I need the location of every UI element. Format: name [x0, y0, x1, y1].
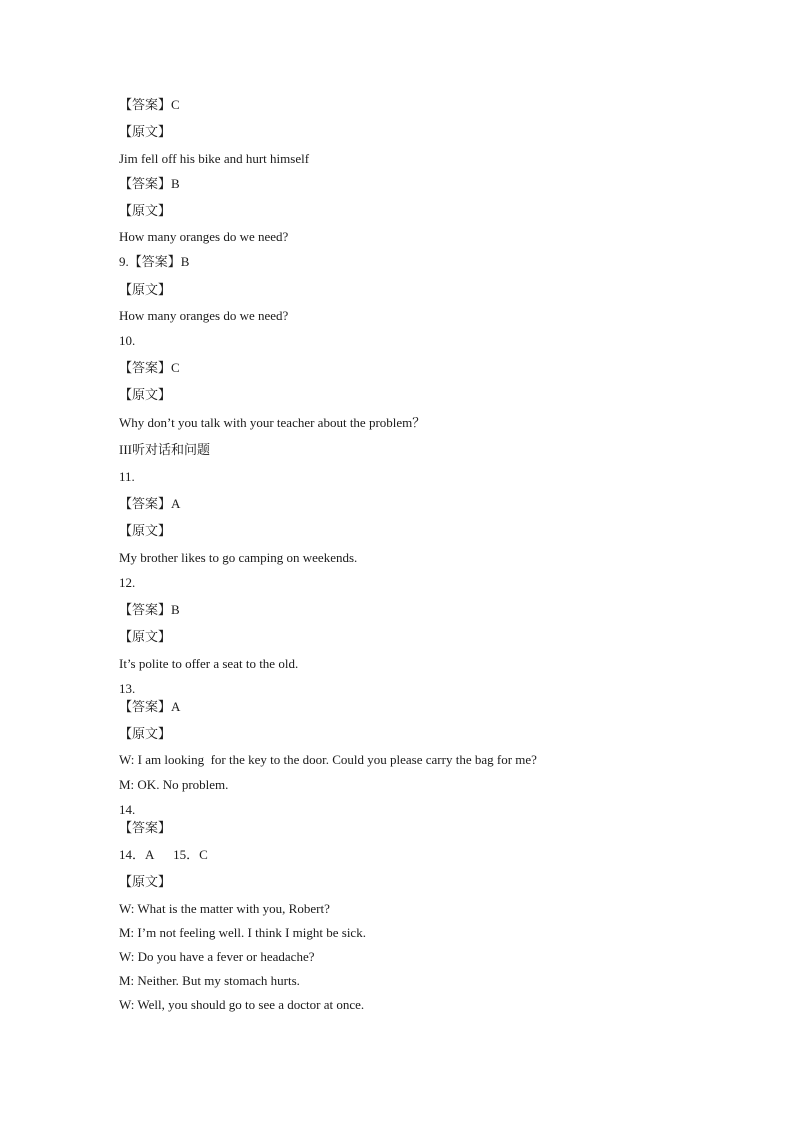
answer-label: 【答案】A — [119, 496, 181, 511]
question-number: 13. — [119, 681, 136, 696]
question-number: 14. — [119, 802, 136, 817]
dialogue-line: W: What is the matter with you, Robert? — [119, 901, 330, 916]
source-text-label: 【原文】 — [119, 726, 172, 741]
source-text-label: 【原文】 — [119, 629, 172, 644]
source-text-label: 【原文】 — [119, 874, 172, 889]
dialogue-line: M: I’m not feeling well. I think I might be sick. — [119, 925, 366, 940]
question-number: 11. — [119, 469, 135, 484]
source-text: Why don’t you talk with your teacher about the problem？ — [119, 415, 426, 430]
answer-label: 【答案】B — [119, 176, 180, 191]
question-number: 12. — [119, 575, 136, 590]
source-text-label: 【原文】 — [119, 124, 172, 139]
source-text-label: 【原文】 — [119, 523, 172, 538]
answer-label: 【答案】 — [119, 820, 172, 835]
dialogue-line: M: OK. No problem. — [119, 777, 229, 792]
answer-label: 【答案】C — [119, 360, 180, 375]
question-number: 10. — [119, 333, 136, 348]
source-text: How many oranges do we need? — [119, 308, 289, 323]
answer-label: 【答案】C — [119, 97, 180, 112]
source-text: My brother likes to go camping on weekends. — [119, 550, 358, 565]
source-text: It’s polite to offer a seat to the old. — [119, 656, 299, 671]
answer-list: 14．A 15．C — [119, 847, 208, 862]
source-text: How many oranges do we need? — [119, 229, 289, 244]
source-text-label: 【原文】 — [119, 387, 172, 402]
answer-label: 【答案】A — [119, 699, 181, 714]
answer-label: 【答案】B — [119, 602, 180, 617]
source-text-label: 【原文】 — [119, 282, 172, 297]
source-text: Jim fell off his bike and hurt himself — [119, 151, 310, 166]
section-heading: III听对话和问题 — [119, 442, 210, 457]
dialogue-line: W: Well, you should go to see a doctor at once. — [119, 997, 365, 1012]
question-answer-label: 9.【答案】B — [119, 254, 190, 269]
dialogue-line: W: Do you have a fever or headache? — [119, 949, 315, 964]
source-text-label: 【原文】 — [119, 203, 172, 218]
dialogue-line: M: Neither. But my stomach hurts. — [119, 973, 300, 988]
dialogue-line: W: I am looking for the key to the door. Could you please carry the bag for me? — [119, 752, 537, 767]
